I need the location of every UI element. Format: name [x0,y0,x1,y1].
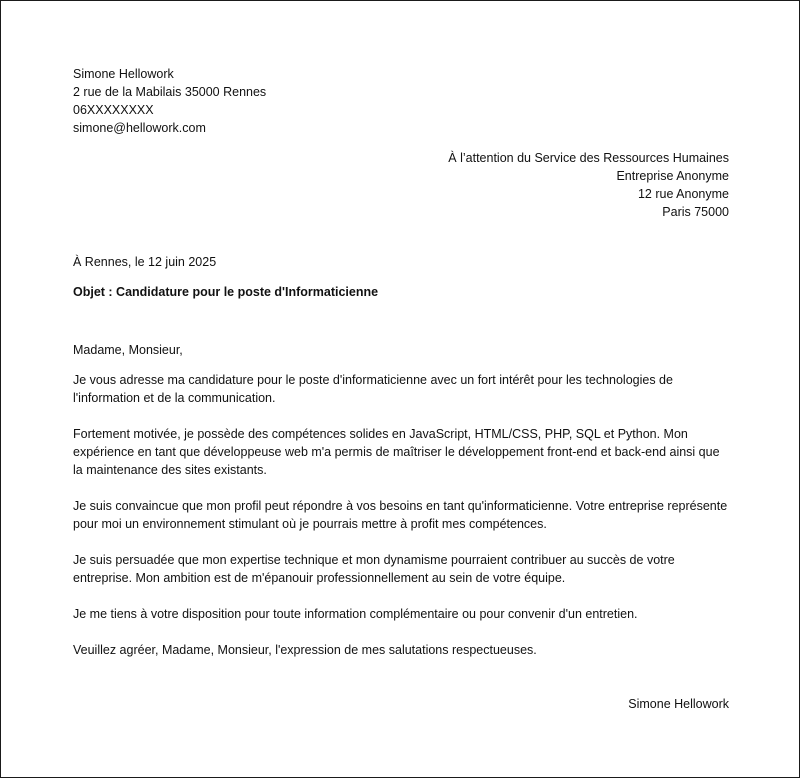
letter-signature: Simone Hellowork [628,697,729,711]
recipient-city: Paris 75000 [662,205,729,219]
recipient-attention: À l’attention du Service des Ressources Humaines [448,151,729,165]
body-paragraph-fit: Je suis convaincue que mon profil peut répondre à vos besoins en tant qu'informaticienne. Votre entreprise représente pour moi un environnement stimulant où je pourrais mettre à profit mes compétences. [73,499,728,531]
body-paragraph-closing: Veuillez agréer, Madame, Monsieur, l'expression de mes salutations respectueuses. [73,643,537,657]
recipient-company: Entreprise Anonyme [616,169,729,183]
recipient-street: 12 rue Anonyme [637,187,729,201]
body-paragraph-intro: Je vous adresse ma candidature pour le poste d'informaticienne avec un fort intérêt pour les technologies de l'information et de la communication. [73,373,673,405]
recipient-block [73,149,729,221]
body-paragraph-availability: Je me tiens à votre disposition pour toute information complémentaire ou pour convenir d'un entretien. [73,607,638,621]
sender-block [73,65,729,137]
body-paragraph-ambition: Je suis persuadée que mon expertise technique et mon dynamisme pourraient contribuer au succès de votre entreprise. Mon ambition est de m'épanouir professionnellement au sein de votre équipe. [73,553,675,585]
sender-phone: 06XXXXXXXX [73,103,154,117]
letter-date: À Rennes, le 12 juin 2025 [73,255,217,269]
sender-name: Simone Hellowork [73,67,174,81]
letter-salutation: Madame, Monsieur, [73,343,183,357]
letter-subject: Objet : Candidature pour le poste d'Informaticienne [73,285,379,299]
body-paragraph-skills: Fortement motivée, je possède des compétences solides en JavaScript, HTML/CSS, PHP, SQL et Python. Mon expérience en tant que développeuse web m'a permis de maîtriser le développement front-end et back-end ainsi que la maintenance des sites existants. [73,427,720,477]
sender-address: 2 rue de la Mabilais 35000 Rennes [73,85,267,99]
sender-email: simone@hellowork.com [73,121,206,135]
letter-content [73,65,729,713]
